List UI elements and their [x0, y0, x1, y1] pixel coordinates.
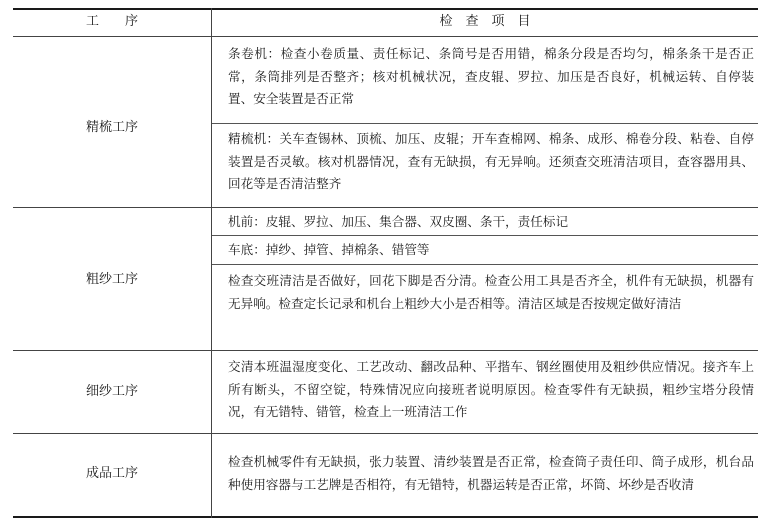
- sub-row-divider: [211, 123, 758, 124]
- row-divider: [13, 207, 758, 208]
- table-bottom-rule: [13, 516, 758, 518]
- header-bottom-rule: [13, 36, 758, 37]
- table-top-rule: [13, 8, 758, 10]
- process-label: 细纱工序: [85, 384, 138, 399]
- process-label: 粗纱工序: [85, 272, 138, 287]
- inspection-item: 交清本班温湿度变化、工艺改动、翻改品种、平揩车、钢丝圈使用及粗纱供应情况。接齐车上所有断头，不留空锭，特殊情况应向接班者说明原因。检查零件有无缺损，粗纱宝塔分段情况，有无错特、错管，检查上一班清洁工作: [228, 359, 754, 419]
- row-divider: [13, 350, 758, 351]
- process-label: 精梳工序: [85, 120, 138, 135]
- process-label: 成品工序: [85, 466, 138, 481]
- inspection-item: 检查交班清洁是否做好，回花下脚是否分清。检查公用工具是否齐全，机件有无缺损，机器有无异响。检查定长记录和机台上粗纱大小是否相等。清洁区域是否按规定做好清洁: [228, 273, 754, 311]
- sub-row-divider: [211, 235, 758, 236]
- sub-row-divider: [211, 264, 758, 265]
- row-divider: [13, 433, 758, 434]
- inspection-item: 精梳机：关车查锡林、顶梳、加压、皮辊；开车查棉网、棉条、成形、棉卷分段、粘卷、自停装置是否灵敏。核对机器情况，查有无缺损，有无异响。还须查交班清洁项目，查容器用具、回花等是否清洁整齐: [228, 131, 754, 191]
- inspection-item: 检查机械零件有无缺损，张力装置、清纱装置是否正常，检查筒子责任印、筒子成形，机台品种使用容器与工艺牌是否相符，有无错特，机器运转是否正常，坏筒、坏纱是否收清: [228, 454, 754, 492]
- inspection-item: 车底：掉纱、掉管、掉棉条、错管等: [228, 242, 430, 257]
- header-items: 检 查 项 目: [439, 14, 531, 29]
- inspection-item: 机前：皮辊、罗拉、加压、集合器、双皮圈、条干，责任标记: [228, 214, 569, 229]
- inspection-table: [13, 8, 758, 518]
- inspection-item: 条卷机：检查小卷质量、责任标记、条筒号是否用错，棉条分段是否均匀，棉条条干是否正常，条筒排列是否整齐；核对机械状况，查皮辊、罗拉、加压是否良好，机械运转、自停装置、安全装置是否正常: [228, 46, 754, 106]
- column-divider: [211, 8, 212, 518]
- header-process: 工 序: [85, 14, 138, 29]
